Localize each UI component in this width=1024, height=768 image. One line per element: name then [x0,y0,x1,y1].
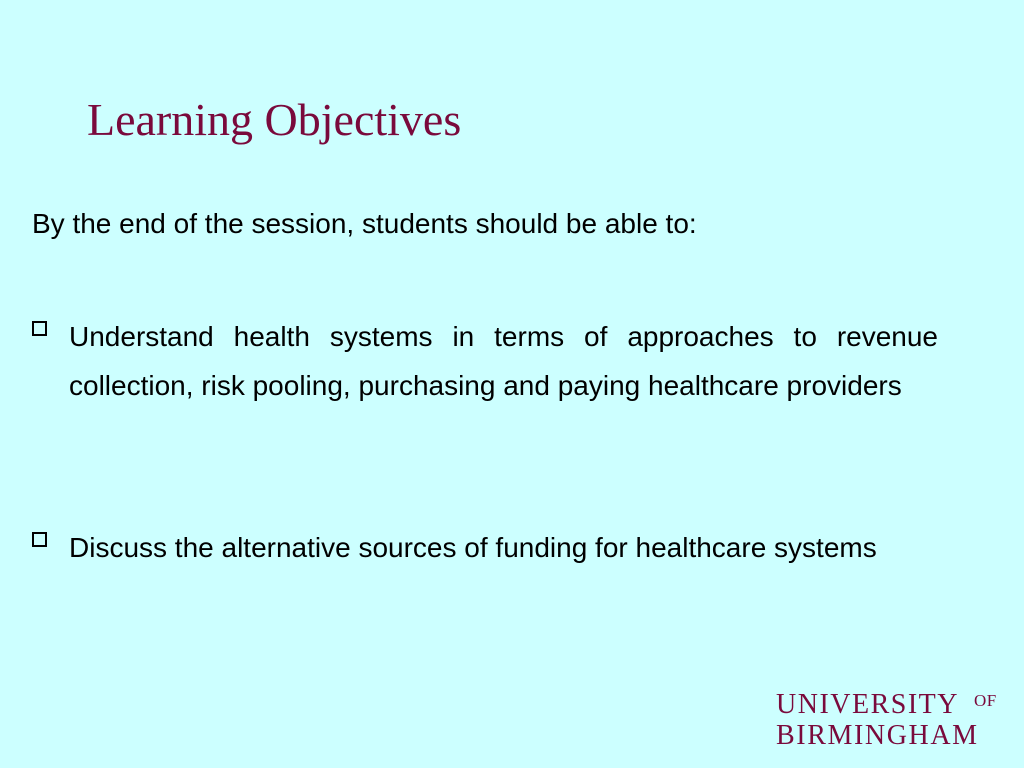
square-bullet-icon [32,532,47,547]
logo-birmingham-text: BIRMINGHAM [776,720,979,751]
logo-of-text: OF [974,691,997,710]
slide-title: Learning Objectives [87,94,462,145]
logo-university-text: UNIVERSITY [776,689,959,720]
intro-text: By the end of the session, students should be able to: [32,208,697,239]
objective-item [32,523,938,572]
objective-text: Understand health systems in terms of approaches to revenue collection, risk pooling, purchasing and paying healthcare providers [69,321,938,401]
objective-text: Discuss the alternative sources of funding for healthcare systems [69,532,877,563]
university-logo [776,690,1006,752]
objective-item [32,312,938,410]
square-bullet-icon [32,321,47,336]
